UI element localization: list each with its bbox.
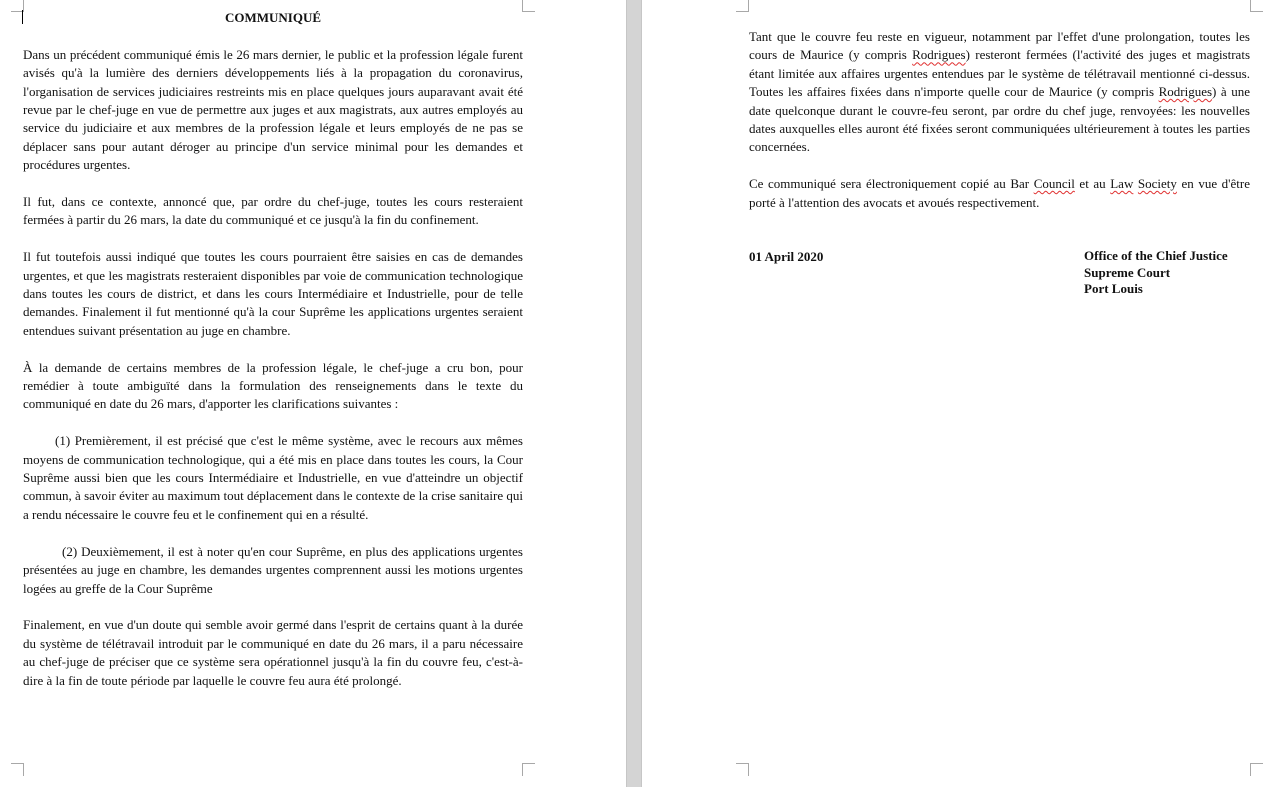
office-location: Port Louis — [1084, 281, 1143, 297]
paragraph-8 — [749, 28, 1250, 157]
paragraph-clarification-1: (1) Premièrement, il est précisé que c'est le même système, avec le recours aux mêmes moyens de communication technologique, qui a été mis en place dans toutes les cours, la Cour Suprême aussi bien que les cours Intermédiaire et Industrielle, en vue d'atteindre un objectif commun, à savoir éviter au maximum tout déplacement dans le contexte de la crise sanitaire qui a rendu nécessaire le couvre feu et le confinement qui en a résulté. — [23, 433, 523, 522]
spell-error-word: Rodrigues — [912, 47, 966, 63]
signature-block — [749, 248, 1250, 308]
paragraph-8-part: Tant que le couvre feu reste en vigueur, notamment par l'effet d'une prolongation, toutes les cours de Maurice (y compris — [749, 29, 1250, 63]
paragraph-9-part: et au — [1074, 176, 1111, 192]
document-title: COMMUNIQUÉ — [224, 10, 322, 25]
paragraph-7: Finalement, en vue d'un doute qui semble avoir germé dans l'esprit de certains quant à la durée du système de télétravail introduit par le communiqué en date du 26 mars, il a paru nécessaire au chef-juge de préciser que ce système sera opérationnel jusqu'à la fin du couvre feu, c'est-à-dire à la fin de toute période par laquelle le couvre feu aura été prolongé. — [23, 617, 523, 688]
paragraph-9-part: Ce communiqué sera électroniquement copié au Bar — [749, 176, 1034, 192]
paragraph-4: À la demande de certains membres de la profession légale, le chef-juge a cru bon, pour remédier à toute ambiguïté dans la formulation des renseignements dans le texte du communiqué en date du 26 mars, d'apporter les clarifications suivantes : — [23, 359, 523, 412]
margin-corner-top-right — [1250, 0, 1263, 12]
paragraph-1: Dans un précédent communiqué émis le 26 mars dernier, le public et la profession légale furent avisés qu'à la lumière des derniers développements liés à la propagation du coronavirus, l'organisation de services judiciaires restreints mis en place quelques jours auparavant avait été revue par le chef-juge en vue de permettre aux juges et aux magistrats, aux autres employés au service du judiciaire et aux membres de la profession légale et leurs employés de ne pas se déplacer sans pour autant déroger au principe d'un service minimal pour les demandes et procédures urgentes. — [23, 46, 523, 173]
margin-corner-top-right — [522, 0, 535, 12]
document-date: 01 April 2020 — [749, 249, 824, 265]
margin-corner-bottom-left — [736, 763, 749, 776]
margin-corner-bottom-left — [11, 763, 24, 776]
paragraph-3: Il fut toutefois aussi indiqué que toutes les cours pourraient être saisies en cas de demandes urgentes, et que les magistrats resteraient disponibles par voie de communication technologique dans toutes les cours de district, et dans les cours Intermédiaire et Industrielle, pour de telle demandes. Finalement il fut mentionné qu'à la cour Suprême les applications urgentes seraient entendues suivant présentation au juge en chambre. — [23, 249, 523, 338]
issuing-office — [1084, 248, 1228, 298]
paragraph-9-part: en vue d'être porté à l'attention des avocats et avoués respectivement. — [749, 176, 1250, 210]
margin-corner-bottom-right — [522, 763, 535, 776]
document-page-1[interactable] — [0, 0, 626, 787]
office-court: Supreme Court — [1084, 264, 1171, 280]
paragraph-2: Il fut, dans ce contexte, annoncé que, par ordre du chef-juge, toutes les cours resteraient fermées à partir du 26 mars, la date du communiqué et ce jusqu'à la fin du confinement. — [23, 194, 523, 228]
paragraph-8-part: ) resteront fermées (l'activité des juges et magistrats étant limitée aux affaires urgentes entendues par le système de télétravail mentionné ci-dessus. Toutes les affaires fixées dans n'importe quelle cour de Maurice (y compris — [749, 47, 1250, 100]
document-page-2[interactable] — [642, 0, 1280, 787]
paragraph-8-part: ) à une date quelconque durant le couvre-feu seront, par ordre du chef juge, renvoyées: les nouvelles dates auxquelles elles auront été fixées seront communiquées ultérieurement à toutes les parties concernées. — [749, 84, 1251, 155]
office-name: Office of the Chief Justice — [1084, 248, 1228, 264]
margin-corner-bottom-right — [1250, 763, 1263, 776]
page-1-text[interactable] — [23, 8, 523, 708]
spell-error-word: Council — [1033, 176, 1075, 192]
page-2-text[interactable] — [749, 28, 1250, 308]
margin-corner-top-left — [736, 0, 749, 12]
page-gap — [626, 0, 642, 787]
paragraph-clarification-2: (2) Deuxièmement, il est à noter qu'en cour Suprême, en plus des applications urgentes présentées au juge en chambre, les demandes urgentes comprennent aussi les motions urgentes logées au greffe de la Cour Suprême — [23, 543, 523, 596]
spell-error-word: Society — [1137, 176, 1177, 192]
spell-error-word: Law — [1110, 176, 1134, 192]
paragraph-9 — [749, 175, 1250, 212]
spell-error-word: Rodrigues — [1158, 84, 1213, 100]
